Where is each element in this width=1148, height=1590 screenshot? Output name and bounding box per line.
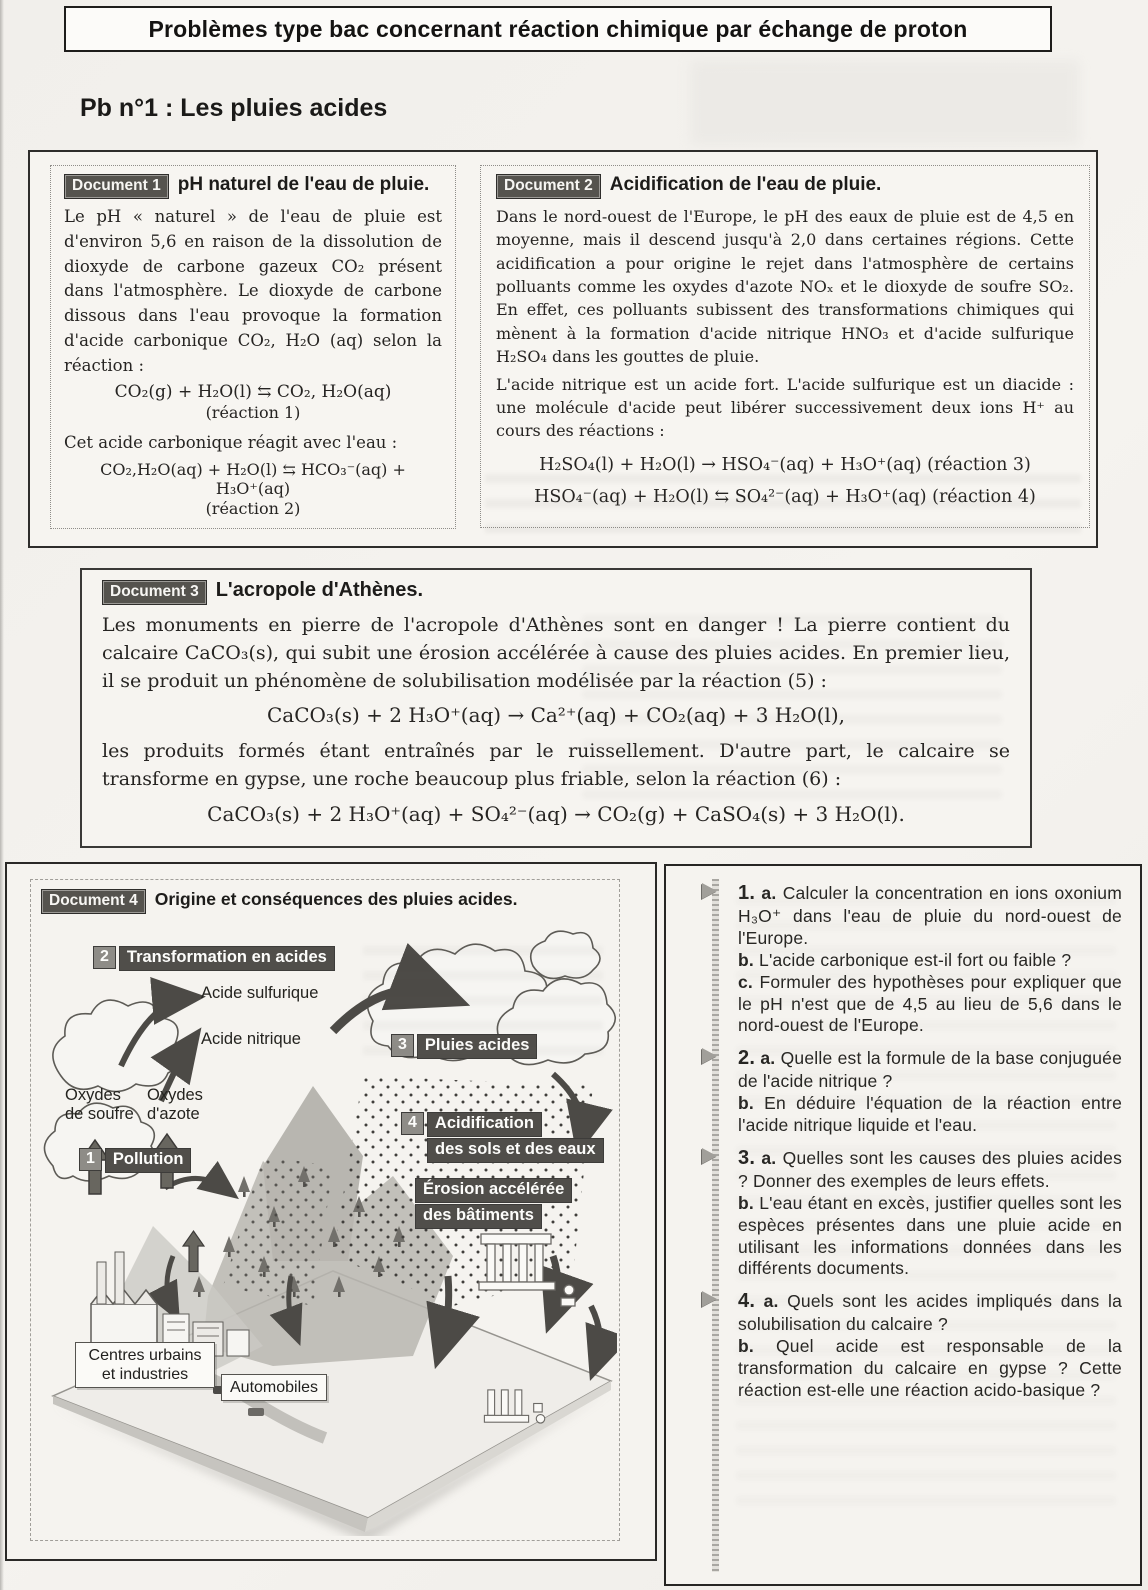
document-3-paragraph: les produits formés étant entraînés par le ruissellement. D'autre part, le calcaire se transforme en gypse, une roche beaucoup plus friable, selon la réaction (6) : xyxy=(102,740,1010,791)
question-1a: 1. a. Calculer la concentration en ions oxonium H₃O⁺ dans l'eau de pluie du nord-ouest de l'Europe. xyxy=(738,882,1123,948)
document-2-header xyxy=(496,174,1074,199)
reaction-2-label: (réaction 2) xyxy=(205,499,301,518)
reaction-6-equation: CaCO₃(s) + 2 H₃O⁺(aq) + SO₄²⁻(aq) → CO₂(g) + CaSO₄(s) + 3 H₂O(l). xyxy=(207,801,905,826)
document-1-header xyxy=(64,174,442,199)
document-4-header xyxy=(41,889,518,914)
question-1c: c. Formuler des hypothèses pour expliquer que le pH n'est que de 4,5 au lieu de 5,6 dans le nord-ouest de l'Europe. xyxy=(738,971,1122,1036)
step-2-label: Transformation en acides xyxy=(119,946,335,971)
reaction-3-equation: H₂SO₄(l) + H₂O(l) → HSO₄⁻(aq) + H₃O⁺(aq) (réaction 3) xyxy=(539,454,1031,475)
document-1-paragraph: Cet acide carbonique réagit avec l'eau : xyxy=(64,433,398,453)
sulfuric-acid-label: Acide sulfurique xyxy=(201,984,319,1002)
erosion-label-line2: des bâtiments xyxy=(415,1204,542,1229)
question-arrow-icon xyxy=(702,1048,717,1064)
document-1-paragraph: Le pH « naturel » de l'eau de pluie est d'environ 5,6 en raison de la dissolution de dioxyde de carbone gazeux CO₂ présent dans l'atmosphère. Le dioxyde de carbone dissous dans l'eau provoque la formation d'acide carbonique CO₂, H₂O (aq) selon la réaction : xyxy=(64,207,442,375)
document-1-title: pH naturel de l'eau de pluie. xyxy=(177,174,430,195)
reaction-1-label: (réaction 1) xyxy=(205,403,301,423)
cloud-shape xyxy=(53,1000,182,1091)
question-1 xyxy=(738,881,1122,1037)
document-3-badge: Document 3 xyxy=(102,580,207,605)
acid-rain-diagram xyxy=(33,926,617,1536)
questions-panel xyxy=(664,864,1142,1586)
question-1b: b. L'acide carbonique est-il fort ou faible ? xyxy=(738,949,1072,970)
document-1-badge: Document 1 xyxy=(64,174,169,199)
step-4-number: 4 xyxy=(401,1112,424,1135)
document-4-title: Origine et conséquences des pluies acides. xyxy=(154,889,518,909)
step-1-badge xyxy=(79,1148,191,1173)
question-3b: b. L'eau étant en excès, justifier quelles sont les espèces présentes dans une pluie acide en utilisant les informations données dans les différents documents. xyxy=(738,1192,1123,1279)
reaction-1-equation: CO₂(g) + H₂O(l) ⇆ CO₂, H₂O(aq) xyxy=(114,382,392,403)
step-4-label-line1: Acidification xyxy=(427,1112,542,1137)
document-2-title: Acidification de l'eau de pluie. xyxy=(609,174,882,195)
step-4-badge xyxy=(401,1112,604,1163)
step-2-badge xyxy=(93,946,335,971)
reaction-4-equation: HSO₄⁻(aq) + H₂O(l) ⇆ SO₄²⁻(aq) + H₃O⁺(aq) (réaction 4) xyxy=(534,486,1036,507)
step-3-label: Pluies acides xyxy=(417,1034,538,1059)
document-3-title: L'acropole d'Athènes. xyxy=(215,579,424,601)
automobiles-label: Automobiles xyxy=(221,1374,327,1401)
question-2 xyxy=(738,1046,1122,1137)
document-3-paragraph: Les monuments en pierre de l'acropole d'Athènes sont en danger ! La pierre contient du calcaire CaCO₃(s), qui subit une érosion accélérée à cause des pluies acides. En premier lieu, il se produit un phénomène de solubilisation modélisée par la réaction (5) : xyxy=(102,614,1010,693)
nitric-acid-label: Acide nitrique xyxy=(201,1030,301,1048)
document-3-header xyxy=(102,579,1010,605)
document-2-paragraph: Dans le nord-ouest de l'Europe, le pH des eaux de pluie est de 4,5 en moyenne, mais il descend jusqu'à 2,0 dans certaines régions. Cette acidification a pour origine le rejet dans l'atmosphère de certains polluants comme les oxydes d'azote NOₓ et le dioxyde de soufre SO₂. En effet, ces polluants subissent des transformations chimiques qui mènent à la formation d'acide nitrique HNO₃ et d'acide sulfurique H₂SO₄ dans les gouttes de pluie. xyxy=(496,207,1074,367)
step-1-label: Pollution xyxy=(105,1148,192,1173)
nitrogen-oxides-label: Oxydes d'azote xyxy=(147,1086,203,1124)
erosion-badge xyxy=(415,1178,572,1229)
question-margin-band xyxy=(712,879,719,1572)
erosion-label-line1: Érosion accélérée xyxy=(415,1178,572,1203)
document-2-paragraph: L'acide nitrique est un acide fort. L'acide sulfurique est un diacide : une molécule d'acide peut libérer successivement deux ions H⁺ au cours des réactions : xyxy=(496,374,1074,441)
document-2-badge: Document 2 xyxy=(496,174,601,199)
document-2-box xyxy=(480,165,1090,528)
question-3a: 3. a. Quelles sont les causes des pluies acides ? Donner des exemples de leurs effets. xyxy=(738,1146,1123,1191)
sulfur-oxides-label: Oxydes de soufre xyxy=(65,1086,134,1124)
reaction-5-equation: CaCO₃(s) + 2 H₃O⁺(aq) → Ca²⁺(aq) + CO₂(aq) + 3 H₂O(l), xyxy=(266,703,845,728)
question-2a: 2. a. Quelle est la formule de la base conjuguée de l'acide nitrique ? xyxy=(738,1047,1123,1092)
page-title: Problèmes type bac concernant réaction chimique par échange de proton xyxy=(64,6,1052,52)
document-4-box xyxy=(5,862,657,1561)
question-2b: b. En déduire l'équation de la réaction entre l'acide nitrique liquide et l'eau. xyxy=(738,1093,1123,1135)
cloud-shape xyxy=(531,931,600,978)
question-arrow-icon xyxy=(702,1291,717,1307)
document-3-box xyxy=(80,568,1032,848)
acid-rain-illustration xyxy=(33,926,617,1536)
step-3-number: 3 xyxy=(391,1034,414,1057)
problem-heading: Pb n°1 : Les pluies acides xyxy=(80,94,388,122)
urban-centers-label: Centres urbains et industries xyxy=(75,1342,215,1388)
scan-edge-shadow xyxy=(0,0,4,1590)
question-arrow-icon xyxy=(702,1148,717,1164)
question-4 xyxy=(738,1289,1122,1402)
scan-shade xyxy=(690,60,1080,145)
question-4b: b. Quel acide est responsable de la transformation du calcaire en gypse ? Cette réaction est-elle une réaction acido-basique ? xyxy=(738,1336,1122,1400)
document-4-badge: Document 4 xyxy=(41,889,146,914)
question-3 xyxy=(738,1146,1122,1280)
reaction-2-equation: CO₂,H₂O(aq) + H₂O(l) ⇆ HCO₃⁻(aq) + H₃O⁺(aq) xyxy=(100,460,406,498)
document-1-box xyxy=(50,165,456,529)
question-arrow-icon xyxy=(702,883,717,899)
documents-1-2-panel xyxy=(28,150,1098,548)
question-4a: 4. a. Quels sont les acides impliqués dans la solubilisation du calcaire ? xyxy=(738,1290,1123,1335)
step-3-badge xyxy=(391,1034,537,1059)
step-1-number: 1 xyxy=(79,1148,102,1171)
step-2-number: 2 xyxy=(93,946,116,969)
step-4-label-line2: des sols et des eaux xyxy=(427,1138,604,1163)
document-4-inner-frame xyxy=(30,879,620,1541)
